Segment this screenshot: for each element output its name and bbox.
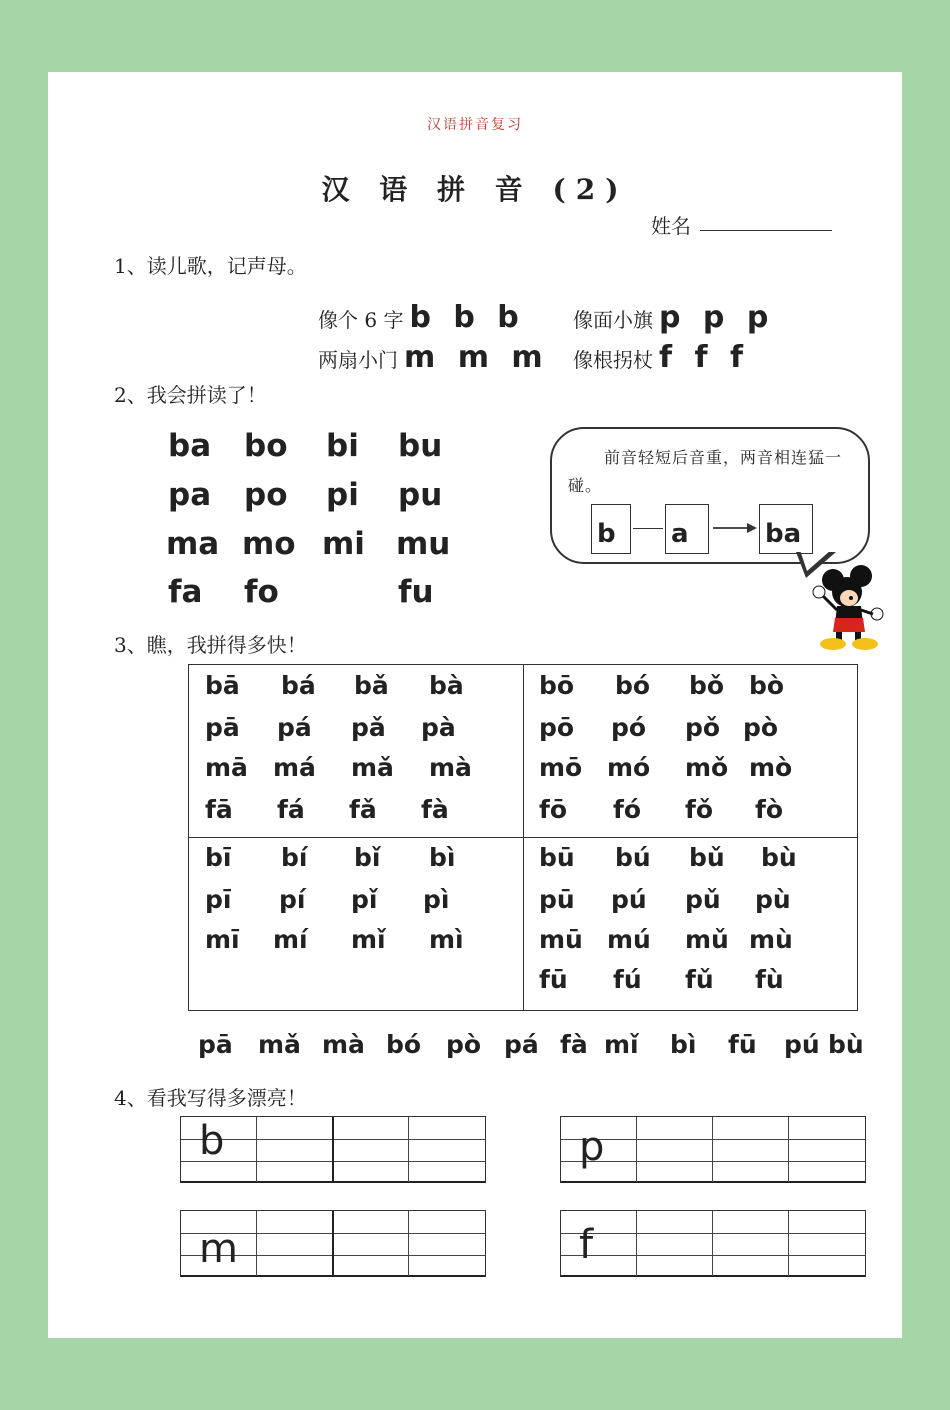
practice-syllable: fū [728,1030,757,1059]
tone-syllable: bī [205,843,232,872]
section1-heading: 1、读儿歌，记声母。 [114,254,307,278]
tone-syllable: mā [205,753,248,782]
connector-line [633,528,663,529]
table-divider-horizontal [189,837,857,838]
tone-syllable: pǐ [351,885,378,914]
rhyme-p-text: 像面小旗 [573,308,653,332]
tone-syllable: mǔ [685,925,729,954]
syllable: ba [168,428,212,464]
tone-syllable: mǐ [351,925,386,954]
tone-syllable: fó [613,795,642,824]
tone-syllable: fá [277,795,305,824]
practice-syllable: pò [446,1030,482,1059]
writing-letter: p [579,1124,605,1170]
tone-syllable: pì [423,885,450,914]
tone-syllable: mí [273,925,308,954]
initial-box [591,504,631,554]
tone-syllable: bū [539,843,575,872]
tone-syllable: fú [613,965,642,994]
tone-syllable: fǎ [349,795,377,824]
tone-syllable: pī [205,885,232,914]
worksheet-page [48,72,902,1338]
tone-syllable: bà [429,671,464,700]
writing-grid-f[interactable] [560,1210,866,1277]
tone-syllable: má [273,753,316,782]
tone-syllable: pá [277,713,312,742]
tone-syllable: mī [205,925,240,954]
practice-syllable: fà [560,1030,588,1059]
initial-letter: b [597,519,616,549]
syllable: fa [168,574,203,610]
arrow-right-icon [711,520,759,536]
rhyme-f-letters: f f f [659,340,750,375]
syllable: fo [244,574,279,610]
tone-syllable: fǒ [685,795,714,824]
tone-syllable: pù [755,885,791,914]
final-letter: a [671,519,689,549]
tone-syllable: pó [611,713,647,742]
practice-syllable: pá [504,1030,539,1059]
writing-grid-b[interactable] [180,1116,486,1183]
tone-syllable: pí [279,885,306,914]
practice-syllable: bì [670,1030,697,1059]
practice-syllable: bù [828,1030,864,1059]
tone-table [188,664,858,1011]
syllable: pu [398,477,443,513]
tone-syllable: pā [205,713,240,742]
tone-syllable: bǒ [689,671,725,700]
tone-syllable: mǒ [685,753,729,782]
tone-syllable: bá [281,671,316,700]
tone-syllable: mō [539,753,583,782]
practice-syllable: bó [386,1030,422,1059]
tone-syllable: bǎ [354,671,389,700]
tone-syllable: pǒ [685,713,721,742]
tone-syllable: bó [615,671,651,700]
tone-syllable: mú [607,925,651,954]
syllable: bo [244,428,288,464]
writing-letter: b [199,1118,225,1164]
tone-syllable: bō [539,671,575,700]
tone-syllable: bì [429,843,456,872]
writing-grid-m[interactable] [180,1210,486,1277]
tone-syllable: fō [539,795,568,824]
writing-grid-p[interactable] [560,1116,866,1183]
syllable: ma [166,526,220,562]
tone-syllable: bǔ [689,843,725,872]
syllable: mi [322,526,365,562]
tone-syllable: mó [607,753,651,782]
syllable: bi [326,428,359,464]
tone-syllable: pǎ [351,713,386,742]
syllable-box [759,504,813,554]
syllable-result: ba [765,519,802,549]
section2-heading: 2、我会拼读了！ [114,383,267,407]
tone-syllable: mǎ [351,753,394,782]
rhyme-m-letters: m m m [404,340,549,375]
mickey-mouse-illustration [803,562,893,652]
tone-syllable: fǔ [685,965,714,994]
header-label: 汉语拼音复习 [427,117,523,133]
tone-syllable: fù [755,965,784,994]
syllable: pa [168,477,212,513]
rhyme-p-letters: p p p [659,300,775,335]
name-label: 姓名 [651,214,691,238]
rhyme-b-text: 像个 6 字 [318,308,404,332]
practice-syllable: mǐ [604,1030,639,1059]
section3-heading: 3、瞧，我拼得多快！ [114,633,307,657]
tone-syllable: fò [755,795,784,824]
rhyme-m-text: 两扇小门 [318,348,398,372]
tone-syllable: fū [539,965,568,994]
rhyme-p [573,300,774,335]
tone-syllable: pō [539,713,575,742]
writing-letter: f [579,1222,594,1268]
tone-syllable: mì [429,925,464,954]
tone-syllable: pò [743,713,779,742]
writing-letter: m [199,1226,238,1272]
tone-syllable: pà [421,713,456,742]
practice-syllable: pā [198,1030,233,1059]
page-title: 汉 语 拼 音 (2) [321,173,629,206]
tone-syllable: fà [421,795,449,824]
syllable: fu [398,574,434,610]
syllable: po [244,477,288,513]
syllable: mu [396,526,451,562]
tone-syllable: bú [615,843,651,872]
tone-syllable: pǔ [685,885,721,914]
syllable: bu [398,428,443,464]
final-box [665,504,709,554]
tone-syllable: bǐ [354,843,381,872]
bubble-text: 前音轻短后音重，两音相连猛一碰。 [568,448,843,495]
syllable-grid [48,72,548,632]
rhyme-b-letters: b b b [409,300,525,335]
rhyme-f [573,340,749,375]
tone-syllable: pū [539,885,575,914]
syllable: pi [326,477,359,513]
practice-syllable: pú [784,1030,820,1059]
tone-syllable: bā [205,671,240,700]
tone-syllable: mū [539,925,583,954]
tone-syllable: mà [429,753,472,782]
tone-syllable: bí [281,843,308,872]
tone-syllable: mò [749,753,793,782]
tone-syllable: mù [749,925,793,954]
rhyme-f-text: 像根拐杖 [573,348,653,372]
tone-syllable: pú [611,885,647,914]
practice-syllable: mà [322,1030,365,1059]
name-input-line[interactable] [700,230,832,231]
tone-syllable: bù [761,843,797,872]
tone-syllable: bò [749,671,785,700]
practice-syllable: mǎ [258,1030,301,1059]
tone-syllable: fā [205,795,233,824]
section4-heading: 4、看我写得多漂亮！ [114,1086,307,1110]
syllable: mo [242,526,296,562]
